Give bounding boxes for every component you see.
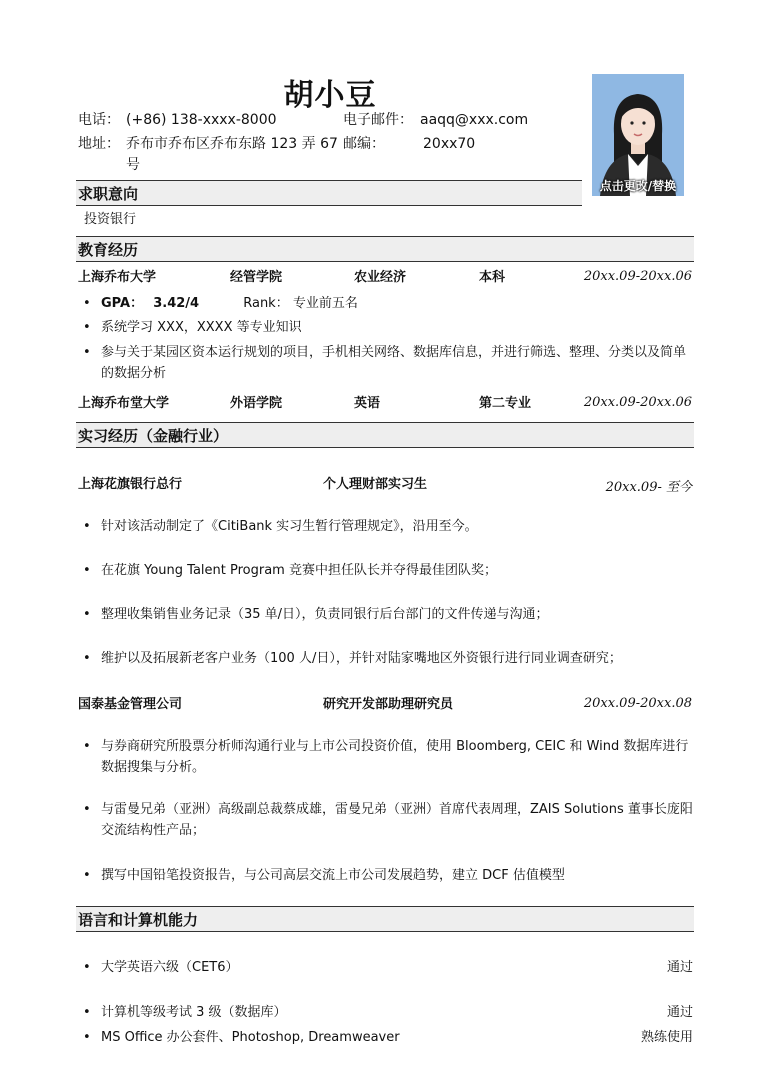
intern1-bullet: • 针对该活动制定了《CitiBank 实习生暂行管理规定》，沿用至今。 — [101, 516, 693, 537]
intern2-dates: 20xx.09-20xx.08 — [583, 696, 692, 711]
skill-level: 熟练使用 — [640, 1030, 693, 1045]
intern1-bullet: • 在花旗 Young Talent Program 竞赛中担任队长并夺得最佳团队奖； — [101, 560, 693, 581]
intern2-bullet: • 与券商研究所股票分析师沟通行业与上市公司投资价值，使用 Bloomberg, CEIC 和 Wind 数据库进行数据搜集与分析。 — [101, 736, 693, 778]
edu1-degree: 本科 — [479, 270, 506, 285]
section-objective: 求职意向 — [76, 180, 582, 206]
edu1-bullet: • 参与关于某园区资本运行规划的项目，手机相关网络、数据库信息，并进行筛选、整理、分类以及简单的数据分析 — [101, 342, 691, 384]
photo-caption[interactable]: 点击更改/替换 — [599, 179, 677, 193]
edu1-gpa-row — [101, 293, 691, 314]
edu1-major: 农业经济 — [354, 270, 407, 285]
intern2-company: 国泰基金管理公司 — [78, 697, 183, 712]
intern1-dates: 20xx.09- 至今 — [605, 480, 692, 495]
email-value: aaqq@xxx.com — [420, 112, 529, 128]
gpa-label: GPA： — [101, 296, 144, 311]
candidate-name: 胡小豆 — [283, 78, 377, 113]
rank-text: Rank： 专业前五名 — [243, 296, 358, 311]
objective-value: 投资银行 — [84, 212, 137, 227]
zip-value: 20xx70 — [423, 136, 476, 152]
intern2-bullet: • 与雷曼兄弟（亚洲）高级副总裁蔡成雄，雷曼兄弟（亚洲）首席代表周理，ZAIS Solutions 董事长庞阳交流结构性产品； — [101, 799, 693, 841]
zip-label: 邮编： — [343, 136, 385, 152]
gpa-value: 3.42/4 — [153, 296, 200, 311]
edu1-dates: 20xx.09-20xx.06 — [583, 269, 692, 284]
skill-name: • MS Office 办公套件、Photoshop, Dreamweaver — [101, 1027, 561, 1048]
skill-level: 通过 — [666, 1005, 693, 1020]
edu2-college: 外语学院 — [230, 396, 283, 411]
section-education: 教育经历 — [76, 236, 694, 262]
profile-photo[interactable] — [592, 74, 684, 196]
address-label: 地址： — [78, 136, 120, 152]
edu2-degree: 第二专业 — [479, 396, 532, 411]
intern1-bullet: • 维护以及拓展新老客户业务（100 人/日），并针对陆家嘴地区外资银行进行同业调查研究； — [101, 648, 693, 669]
intern2-bullet: • 撰写中国铅笔投资报告，与公司高层交流上市公司发展趋势，建立 DCF 估值模型 — [101, 865, 693, 886]
edu2-school: 上海乔布堂大学 — [78, 396, 170, 411]
skill-name: • 大学英语六级（CET6） — [101, 957, 561, 978]
edu1-college: 经管学院 — [230, 270, 283, 285]
intern1-company: 上海花旗银行总行 — [78, 477, 183, 492]
intern1-role: 个人理财部实习生 — [323, 477, 428, 492]
phone-value: (+86) 138-xxxx-8000 — [126, 112, 277, 128]
skill-name: • 计算机等级考试 3 级（数据库） — [101, 1002, 561, 1023]
edu1-school: 上海乔布大学 — [78, 270, 157, 285]
edu2-dates: 20xx.09-20xx.06 — [583, 395, 692, 410]
intern1-bullet: • 整理收集销售业务记录（35 单/日），负责同银行后台部门的文件传递与沟通； — [101, 604, 693, 625]
edu2-major: 英语 — [354, 396, 381, 411]
section-internship: 实习经历（金融行业） — [76, 422, 694, 448]
email-label: 电子邮件： — [343, 112, 413, 128]
phone-label: 电话： — [78, 112, 120, 128]
skill-level: 通过 — [666, 960, 693, 975]
intern2-role: 研究开发部助理研究员 — [323, 697, 454, 712]
section-skills: 语言和计算机能力 — [76, 906, 694, 932]
address-value: 乔布市乔布区乔布东路 123 弄 67 号 — [126, 136, 338, 173]
edu1-bullet: • 系统学习 XXX，XXXX 等专业知识 — [101, 317, 691, 338]
